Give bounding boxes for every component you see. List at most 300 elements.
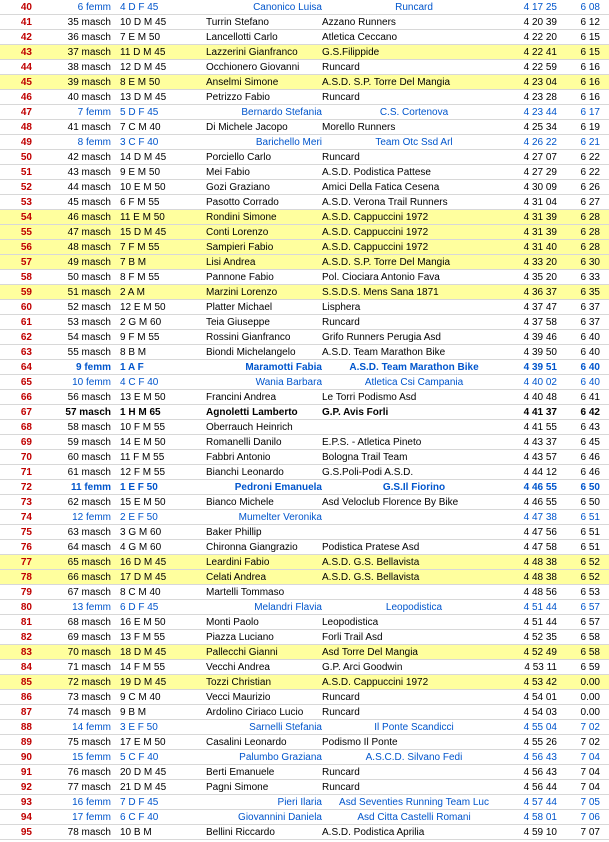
gender-position: 43 masch [67,167,111,178]
overall-position: 61 [20,317,32,328]
team-name: Leopodistica [322,617,379,628]
finish-time: 4 27 07 [523,152,557,163]
category-position: 2 G M 60 [120,317,162,328]
team-name: Atletica Csi Campania [364,377,464,388]
finish-time: 4 55 04 [523,722,557,733]
finish-time: 4 39 46 [523,332,557,343]
table-row [0,300,609,315]
overall-position: 45 [20,77,32,88]
pace: 6 41 [580,392,600,403]
finish-time: 4 25 34 [523,122,557,133]
table-row [0,285,609,300]
finish-time: 4 44 12 [523,467,557,478]
pace: 6 16 [580,77,600,88]
team-name: A.S.D. Cappuccini 1972 [322,212,429,223]
athlete-name: Casalini Leonardo [206,737,287,748]
finish-time: 4 31 39 [523,227,557,238]
category-position: 16 E M 50 [120,617,166,628]
gender-position: 37 masch [67,47,111,58]
finish-time: 4 43 57 [523,452,557,463]
gender-position: 67 masch [67,587,111,598]
finish-time: 4 48 38 [523,557,557,568]
overall-position: 47 [20,107,32,118]
category-position: 3 G M 60 [120,527,162,538]
athlete-name: Ardolino Ciriaco Lucio [206,707,304,718]
category-position: 6 F M 55 [120,197,160,208]
athlete-name: Gozi Graziano [206,182,270,193]
finish-time: 4 47 58 [523,542,557,553]
table-row [0,780,609,795]
category-position: 8 B M [120,347,147,358]
gender-position: 17 femm [72,812,111,823]
pace: 6 40 [580,377,600,388]
gender-position: 68 masch [67,617,111,628]
category-position: 3 C F 40 [120,137,159,148]
table-row [0,405,609,420]
gender-position: 46 masch [67,212,111,223]
gender-position: 76 masch [67,767,111,778]
category-position: 9 C M 40 [120,692,161,703]
category-position: 2 E F 50 [120,512,158,523]
category-position: 1 A F [120,362,144,373]
team-name: S.S.D.S. Mens Sana 1871 [322,287,439,298]
pace: 7 06 [580,812,600,823]
category-position: 21 D M 45 [120,782,167,793]
overall-position: 78 [20,572,32,583]
finish-time: 4 22 20 [523,32,557,43]
finish-time: 4 48 56 [523,587,557,598]
pace: 6 33 [580,272,600,283]
finish-time: 4 37 58 [523,317,557,328]
table-row [0,525,609,540]
athlete-name: Vecci Maurizio [206,692,271,703]
gender-position: 52 masch [67,302,111,313]
gender-position: 38 masch [67,62,111,73]
table-row [0,225,609,240]
pace: 6 17 [580,107,600,118]
pace: 6 59 [580,662,600,673]
gender-position: 56 masch [67,392,111,403]
table-row [0,465,609,480]
overall-position: 53 [20,197,32,208]
gender-position: 63 masch [67,527,111,538]
pace: 7 02 [580,737,600,748]
overall-position: 68 [20,422,32,433]
overall-position: 83 [20,647,32,658]
gender-position: 73 masch [67,692,111,703]
athlete-name: Fabbri Antonio [206,452,271,463]
gender-position: 40 masch [67,92,111,103]
athlete-name: Tozzi Christian [206,677,272,688]
team-name: G.S.Poli-Podi A.S.D. [322,467,414,478]
finish-time: 4 47 38 [523,512,557,523]
category-position: 6 D F 45 [120,602,159,613]
overall-position: 79 [20,587,32,598]
team-name: Forli Trail Asd [322,632,383,643]
athlete-name: Romanelli Danilo [206,437,282,448]
athlete-name: Agnoletti Lamberto [206,407,298,418]
team-name: A.S.D. S.P. Torre Del Mangia [322,257,451,268]
category-position: 3 E F 50 [120,722,158,733]
table-row [0,210,609,225]
gender-position: 60 masch [67,452,111,463]
team-name: G.S.Filippide [322,47,380,58]
pace: 6 15 [580,32,600,43]
overall-position: 82 [20,632,32,643]
finish-time: 4 55 26 [523,737,557,748]
finish-time: 4 41 55 [523,422,557,433]
athlete-name: Sampieri Fabio [206,242,274,253]
gender-position: 62 masch [67,497,111,508]
overall-position: 57 [20,257,32,268]
athlete-name: Lancellotti Carlo [206,32,278,43]
finish-time: 4 56 44 [523,782,557,793]
athlete-name: Bianchi Leonardo [206,467,284,478]
category-position: 1 E F 50 [120,482,158,493]
category-position: 14 D M 45 [120,152,167,163]
gender-position: 70 masch [67,647,111,658]
category-position: 17 D M 45 [120,572,167,583]
gender-position: 74 masch [67,707,111,718]
athlete-name: Rossini Gianfranco [206,332,291,343]
table-row [0,675,609,690]
category-position: 14 F M 55 [120,662,166,673]
athlete-name: Porciello Carlo [206,152,272,163]
finish-time: 4 48 38 [523,572,557,583]
overall-position: 75 [20,527,32,538]
table-row [0,165,609,180]
gender-position: 49 masch [67,257,111,268]
overall-position: 80 [20,602,32,613]
finish-time: 4 39 50 [523,347,557,358]
team-name: A.S.D. Team Marathon Bike [349,362,479,373]
category-position: 19 D M 45 [120,677,167,688]
category-position: 7 B M [120,257,147,268]
category-position: 7 F M 55 [120,242,160,253]
pace: 6 28 [580,227,600,238]
athlete-name: Oberrauch Heinrich [206,422,293,433]
athlete-name: Mumelter Veronika [238,512,322,523]
category-position: 7 C M 40 [120,122,161,133]
finish-time: 4 41 37 [523,407,557,418]
overall-position: 84 [20,662,32,673]
overall-position: 56 [20,242,32,253]
pace: 6 52 [580,557,600,568]
overall-position: 49 [20,137,32,148]
category-position: 6 C F 40 [120,812,159,823]
team-name: Asd Citta Castelli Romani [357,812,471,823]
table-row [0,555,609,570]
overall-position: 86 [20,692,32,703]
gender-position: 71 masch [67,662,111,673]
team-name: Runcard [322,92,360,103]
table-row [0,270,609,285]
overall-position: 73 [20,497,32,508]
category-position: 7 D F 45 [120,797,159,808]
gender-position: 15 femm [72,752,111,763]
pace: 6 27 [580,197,600,208]
finish-time: 4 59 10 [523,827,557,838]
table-row [0,0,609,15]
category-position: 4 G M 60 [120,542,162,553]
athlete-name: Petrizzo Fabio [206,92,270,103]
overall-position: 41 [20,17,32,28]
team-name: Runcard [395,2,433,13]
overall-position: 58 [20,272,32,283]
team-name: A.S.D. Cappuccini 1972 [322,227,429,238]
team-name: Team Otc Ssd Arl [375,137,453,148]
finish-time: 4 37 47 [523,302,557,313]
table-row [0,600,609,615]
team-name: Bologna Trail Team [322,452,408,463]
pace: 6 52 [580,572,600,583]
gender-position: 51 masch [67,287,111,298]
athlete-name: Anselmi Simone [206,77,279,88]
pace: 6 42 [580,407,600,418]
category-position: 12 F M 55 [120,467,166,478]
team-name: Runcard [322,317,360,328]
overall-position: 66 [20,392,32,403]
athlete-name: Lisi Andrea [206,257,256,268]
table-row [0,90,609,105]
pace: 6 46 [580,467,600,478]
overall-position: 94 [20,812,32,823]
category-position: 10 E M 50 [120,182,166,193]
category-position: 10 F M 55 [120,422,166,433]
team-name: Amici Della Fatica Cesena [322,182,440,193]
pace: 6 30 [580,257,600,268]
category-position: 7 E M 50 [120,32,161,43]
athlete-name: Pannone Fabio [206,272,274,283]
athlete-name: Occhionero Giovanni [206,62,300,73]
category-position: 20 D M 45 [120,767,167,778]
athlete-name: Palumbo Graziana [239,752,322,763]
pace: 6 51 [580,527,600,538]
pace: 7 07 [580,827,600,838]
table-row [0,750,609,765]
category-position: 1 H M 65 [120,407,161,418]
table-row [0,615,609,630]
pace: 7 04 [580,782,600,793]
finish-time: 4 56 43 [523,767,557,778]
table-row [0,420,609,435]
pace: 6 28 [580,242,600,253]
athlete-name: Berti Emanuele [206,767,275,778]
team-name: C.S. Cortenova [379,107,449,118]
category-position: 13 E M 50 [120,392,166,403]
finish-time: 4 31 39 [523,212,557,223]
athlete-name: Pasotto Corrado [206,197,279,208]
pace: 6 12 [580,17,600,28]
gender-position: 13 femm [72,602,111,613]
pace: 6 15 [580,47,600,58]
pace: 6 19 [580,122,600,133]
finish-time: 4 52 35 [523,632,557,643]
pace: 7 04 [580,752,600,763]
pace: 6 26 [580,182,600,193]
gender-position: 8 femm [77,137,111,148]
athlete-name: Pagni Simone [206,782,269,793]
finish-time: 4 57 44 [523,797,557,808]
table-row [0,510,609,525]
pace: 6 58 [580,647,600,658]
overall-position: 74 [20,512,32,523]
finish-time: 4 40 02 [523,377,557,388]
finish-time: 4 23 44 [523,107,557,118]
gender-position: 44 masch [67,182,111,193]
team-name: A.S.D. S.P. Torre Del Mangia [322,77,451,88]
athlete-name: Bernardo Stefania [241,107,322,118]
pace: 6 22 [580,167,600,178]
team-name: Asd Seventies Running Team Luc [339,797,489,808]
category-position: 18 D M 45 [120,647,167,658]
pace: 0.00 [580,707,600,718]
overall-position: 89 [20,737,32,748]
team-name: Runcard [322,707,360,718]
gender-position: 16 femm [72,797,111,808]
table-row [0,135,609,150]
team-name: Runcard [322,62,360,73]
gender-position: 61 masch [67,467,111,478]
athlete-name: Sarnelli Stefania [249,722,322,733]
pace: 6 57 [580,617,600,628]
category-position: 12 E M 50 [120,302,166,313]
finish-time: 4 30 09 [523,182,557,193]
table-row [0,60,609,75]
athlete-name: Celati Andrea [206,572,267,583]
finish-time: 4 31 04 [523,197,557,208]
finish-time: 4 17 25 [523,2,557,13]
pace: 6 37 [580,317,600,328]
team-name: G.P. Arci Goodwin [322,662,403,673]
pace: 0.00 [580,692,600,703]
gender-position: 69 masch [67,632,111,643]
team-name: Runcard [322,767,360,778]
pace: 6 51 [580,542,600,553]
table-row [0,30,609,45]
gender-position: 48 masch [67,242,111,253]
overall-position: 62 [20,332,32,343]
finish-time: 4 31 40 [523,242,557,253]
pace: 6 40 [580,362,600,373]
pace: 6 43 [580,422,600,433]
finish-time: 4 58 01 [523,812,557,823]
finish-time: 4 22 41 [523,47,557,58]
table-row [0,435,609,450]
finish-time: 4 39 51 [523,362,557,373]
team-name: A.S.D. Podistica Aprilia [322,827,425,838]
athlete-name: Wania Barbara [255,377,322,388]
table-row [0,825,609,840]
finish-time: 4 54 01 [523,692,557,703]
team-name: Runcard [322,692,360,703]
overall-position: 46 [20,92,32,103]
overall-position: 72 [20,482,32,493]
team-name: A.S.D. Podistica Pattese [322,167,431,178]
pace: 7 04 [580,767,600,778]
table-row [0,195,609,210]
finish-time: 4 22 59 [523,62,557,73]
team-name: Leopodistica [385,602,443,613]
category-position: 9 E M 50 [120,167,161,178]
overall-position: 90 [20,752,32,763]
finish-time: 4 51 44 [523,617,557,628]
finish-time: 4 47 56 [523,527,557,538]
athlete-name: Pedroni Emanuela [234,482,322,493]
table-row [0,495,609,510]
team-name: Podismo Il Ponte [322,737,398,748]
pace: 6 40 [580,332,600,343]
pace: 6 50 [580,482,600,493]
table-row [0,15,609,30]
team-name: Morello Runners [322,122,396,133]
gender-position: 72 masch [67,677,111,688]
athlete-name: Barichello Meri [255,137,322,148]
table-row [0,315,609,330]
team-name: A.S.D. Team Marathon Bike [322,347,446,358]
team-name: Asd Veloclub Florence By Bike [322,497,459,508]
category-position: 8 F M 55 [120,272,160,283]
overall-position: 70 [20,452,32,463]
gender-position: 54 masch [67,332,111,343]
finish-time: 4 40 48 [523,392,557,403]
table-row [0,75,609,90]
gender-position: 64 masch [67,542,111,553]
athlete-name: Di Michele Jacopo [206,122,288,133]
category-position: 15 D M 45 [120,227,167,238]
gender-position: 55 masch [67,347,111,358]
gender-position: 10 femm [72,377,111,388]
table-row [0,360,609,375]
overall-position: 95 [20,827,32,838]
athlete-name: Bellini Riccardo [206,827,275,838]
overall-position: 64 [20,362,32,373]
overall-position: 54 [20,212,32,223]
gender-position: 42 masch [67,152,111,163]
overall-position: 87 [20,707,32,718]
table-row [0,810,609,825]
athlete-name: Martelli Tommaso [206,587,285,598]
finish-time: 4 56 43 [523,752,557,763]
overall-position: 55 [20,227,32,238]
gender-position: 58 masch [67,422,111,433]
overall-position: 76 [20,542,32,553]
finish-time: 4 51 44 [523,602,557,613]
overall-position: 91 [20,767,32,778]
gender-position: 9 femm [75,362,111,373]
athlete-name: Monti Paolo [206,617,259,628]
team-name: Runcard [322,152,360,163]
finish-time: 4 53 11 [524,662,557,673]
category-position: 11 F M 55 [120,452,165,463]
category-position: 8 E M 50 [120,77,161,88]
table-row [0,390,609,405]
table-row [0,45,609,60]
pace: 6 28 [580,212,600,223]
gender-position: 11 femm [70,482,111,493]
team-name: E.P.S. - Atletica Pineto [322,437,422,448]
category-position: 4 C F 40 [120,377,159,388]
overall-position: 50 [20,152,32,163]
pace: 0.00 [580,677,600,688]
table-row [0,255,609,270]
table-row [0,630,609,645]
team-name: A.S.D. G.S. Bellavista [322,572,420,583]
athlete-name: Chironna Giangrazio [206,542,298,553]
gender-position: 35 masch [67,17,111,28]
athlete-name: Canonico Luisa [253,2,322,13]
pace: 6 50 [580,497,600,508]
